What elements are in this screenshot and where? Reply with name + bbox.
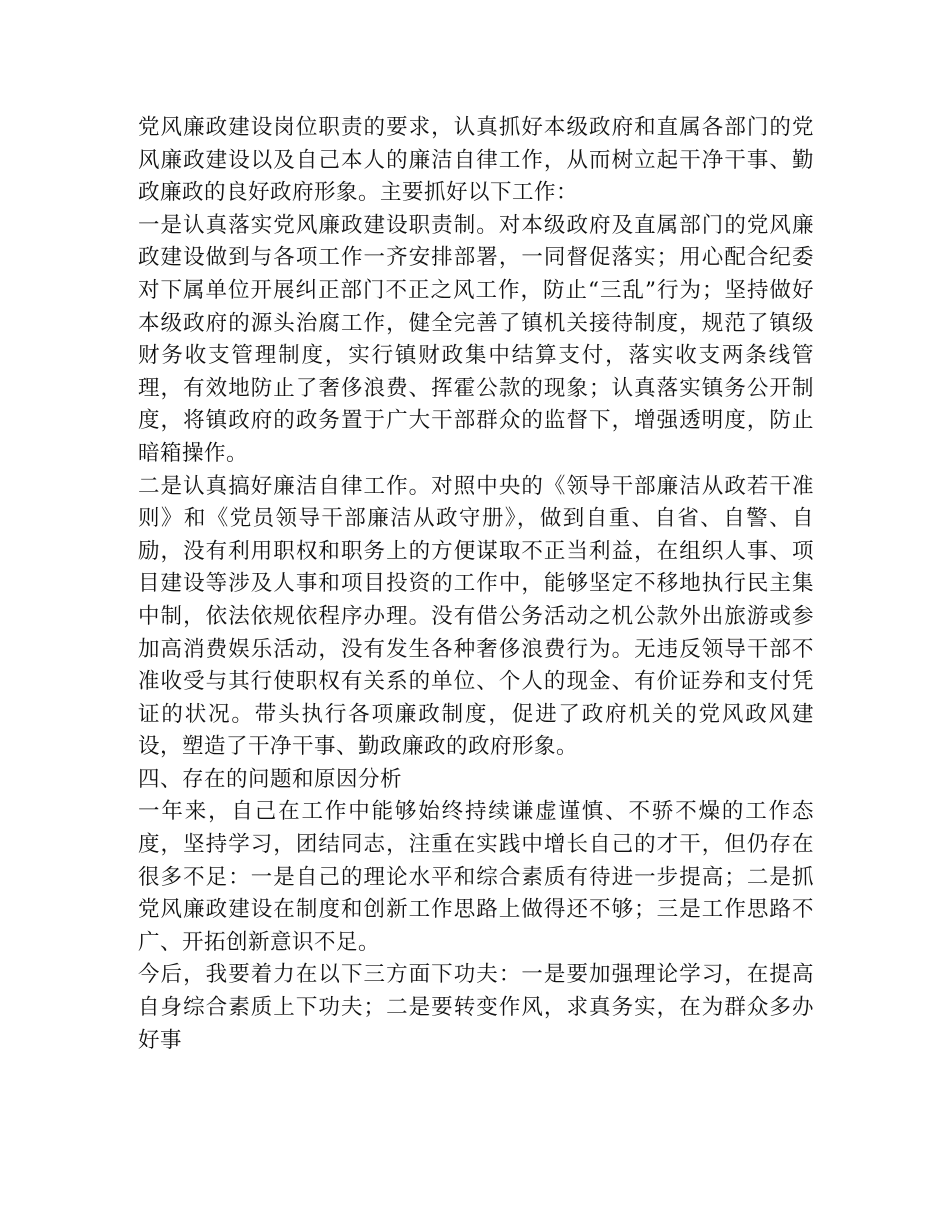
section-heading-problems: 四、存在的问题和原因分析 — [138, 766, 403, 792]
paragraph-future-plans: 今后，我要着力在以下三方面下功夫：一是要加强理论学习，在提高自身综合素质上下功夫；二是要转变作风，求真务实，在为群众多办好事 — [138, 962, 814, 1053]
paragraph-self-discipline: 二是认真搞好廉洁自律工作。对照中央的《领导干部廉洁从政若干准则》和《党员领导干部廉洁从政守册》，做到自重、自省、自警、自励，没有利用职权和职务上的方便谋取不正当利益，在组织人事、项目建设等涉及人事和项目投资的工作中，能够坚定不移地执行民主集中制，依法依规依程序办理。没有借公务活动之机公款外出旅游或参加高消费娱乐活动，没有发生各种奢侈浪费行为。无违反领导干部不准收受与其行使职权有关系的单位、个人的现金、有价证券和支付凭证的状况。带头执行各项廉政制度，促进了政府机关的党风政风建设，塑造了干净干事、勤政廉政的政府形象。 — [138, 473, 814, 760]
paragraph-responsibility-system: 一是认真落实党风廉政建设职责制。对本级政府及直属部门的党风廉政建设做到与各项工作一齐安排部署，一同督促落实；用心配合纪委对下属单位开展纠正部门不正之风工作，防止“三乱”行为；坚持做好本级政府的源头治腐工作，健全完善了镇机关接待制度，规范了镇级财务收支管理制度，实行镇财政集中结算支付，落实收支两条线管理，有效地防止了奢侈浪费、挥霍公款的现象；认真落实镇务公开制度，将镇政府的政务置于广大干部群众的监督下，增强透明度，防止暗箱操作。 — [138, 212, 814, 466]
paragraph-shortcomings: 一年来，自己在工作中能够始终持续谦虚谨慎、不骄不燥的工作态度，坚持学习，团结同志，注重在实践中增长自己的才干，但仍存在很多不足：一是自己的理论水平和综合素质有待进一步提高；二是抓党风廉政建设在制度和创新工作思路上做得还不够；三是工作思路不广、开拓创新意识不足。 — [138, 799, 814, 955]
document-body — [138, 112, 814, 1057]
paragraph-duty-intro: 党风廉政建设岗位职责的要求，认真抓好本级政府和直属各部门的党风廉政建设以及自己本人的廉洁自律工作，从而树立起干净干事、勤政廉政的良好政府形象。主要抓好以下工作： — [138, 115, 814, 206]
